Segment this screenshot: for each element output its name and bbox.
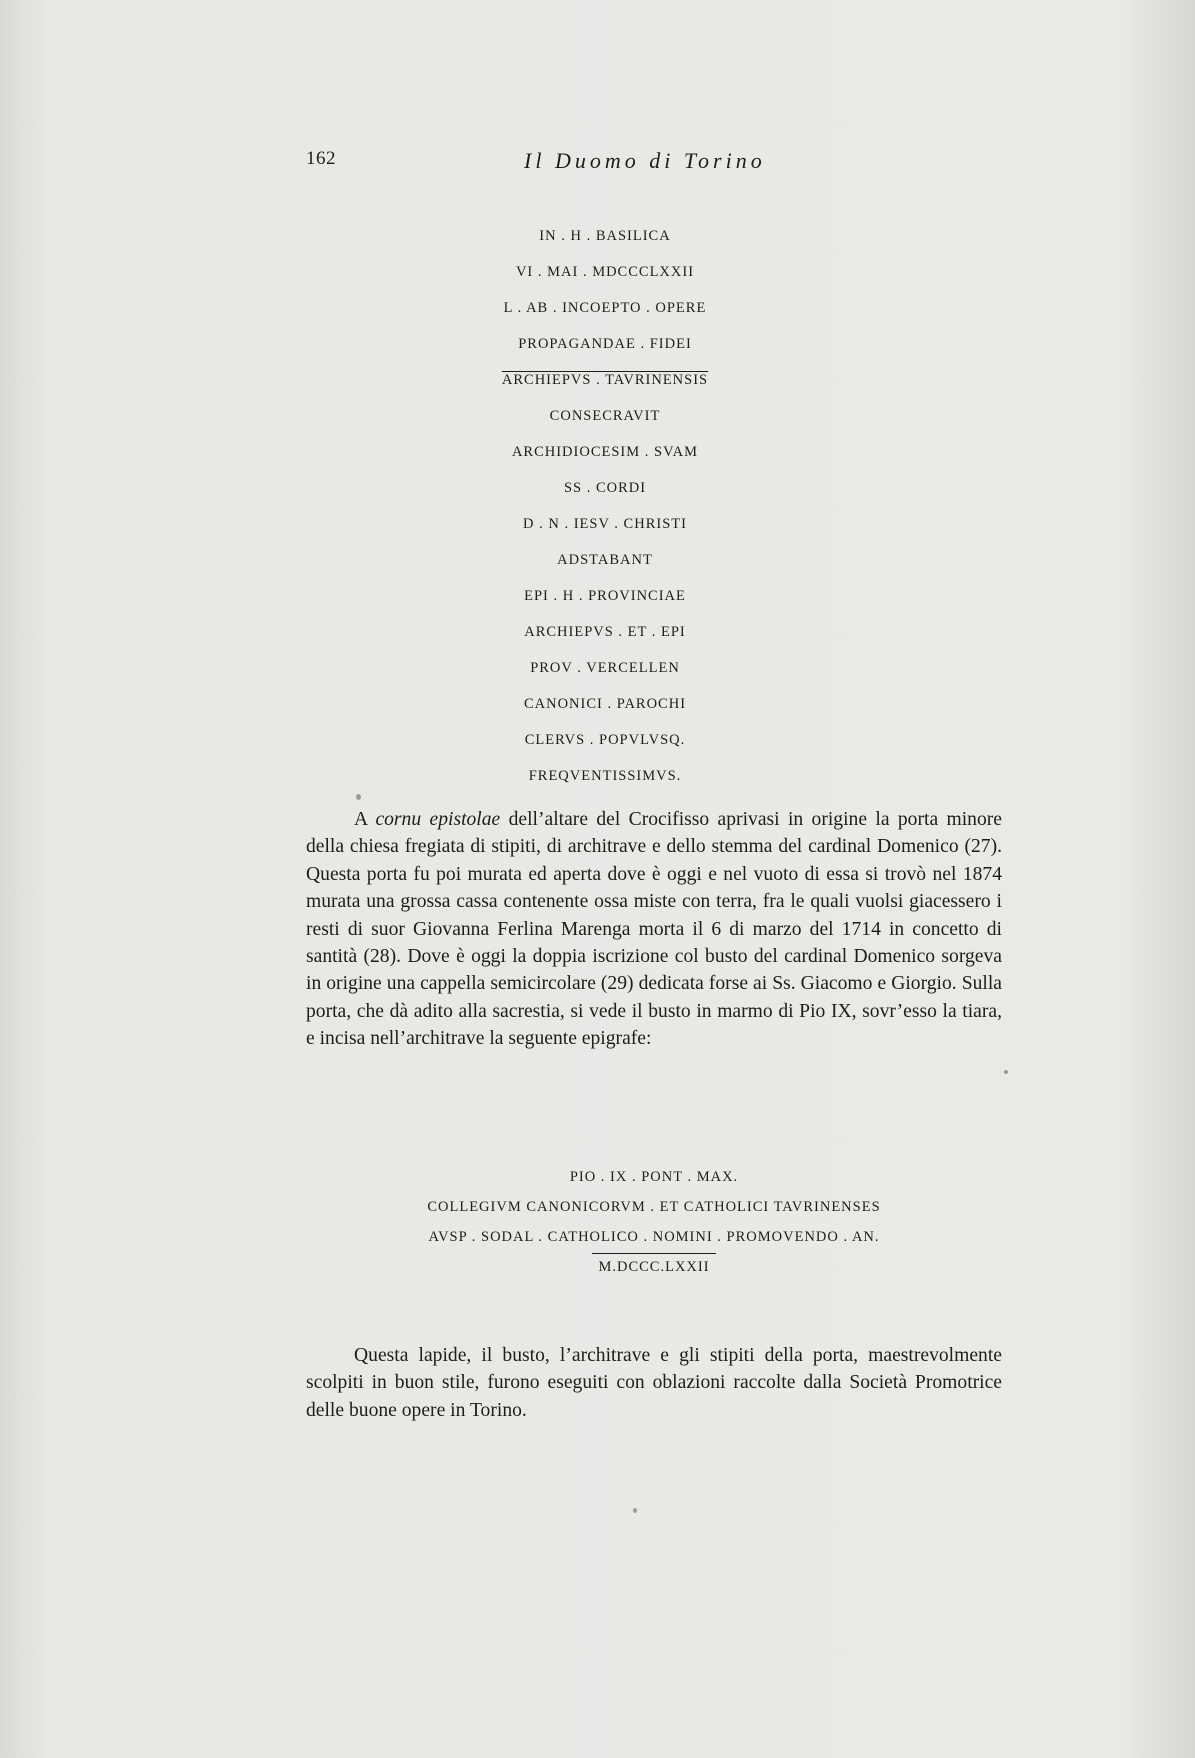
inscription-block	[405, 218, 805, 794]
page-number: 162	[306, 148, 336, 169]
epigraph-date-row	[306, 1252, 1002, 1282]
inscription-line: FREQVENTISSIMVS.	[528, 768, 682, 784]
inscription-line: D . N . IESV . CHRISTI	[523, 516, 687, 532]
inscription-line: ADSTABANT	[557, 552, 653, 568]
paper-speck	[633, 1508, 637, 1513]
inscription-line: PROV . VERCELLEN	[530, 660, 680, 676]
inscription-line: ARCHIEPVS . ET . EPI	[524, 624, 686, 640]
paragraph-cornu-epistolae	[306, 806, 1002, 1053]
inscription-line: L . AB . INCOEPTO . OPERE	[503, 300, 707, 316]
paragraph-text: dell’altare del Crocifisso aprivasi in origine la porta minore della chiesa fregiata di stipiti, di architrave e dello stemma del cardinal Domenico (27). Questa porta fu poi murata ed aperta dove è oggi e nel vuoto di essa si trovò nel 1874 murata una grossa cassa contenente ossa miste con terra, fra le quali vuolsi giacessero i resti di suor Giovanna Ferlina Marenga morta il 6 di marzo del 1714 in concetto di santità (28). Dove è oggi la doppia iscrizione col busto del cardinal Domenico sorgeva in origine una cappella semicircolare (29) dedicata forse ai Ss. Giacomo e Giorgio. Sulla porta, che dà adito alla sacrestia, si vede il busto in marmo di Pio IX, sovr’esso la tiara, e incisa nell’architrave la seguente epigrafe:	[306, 809, 1002, 1050]
inscription-line: ARCHIDIOCESIM . SVAM	[511, 444, 699, 460]
paragraph-lapide: Questa lapide, il busto, l’architrave e gli stipiti della porta, maestrevolmente scolpiti in buon stile, furono eseguiti con oblazioni raccolte dalla Società Promotrice delle buone opere in Torino.	[306, 1345, 1002, 1421]
epigraph-line: COLLEGIVM CANONICORVM . ET CATHOLICI TAVRINENSES	[427, 1199, 881, 1215]
inscription-line: VI . MAI . MDCCCLXXII	[515, 264, 695, 280]
inscription-line: ARCHIEPVS . TAVRINENSIS	[501, 372, 709, 388]
inscription-line: IN . H . BASILICA	[539, 228, 671, 244]
running-title: Il Duomo di Torino	[524, 148, 766, 173]
epigraph-line: PIO . IX . PONT . MAX.	[569, 1169, 739, 1185]
inscription-line: CANONICI . PAROCHI	[523, 696, 687, 712]
epigraph-line: AVSP . SODAL . CATHOLICO . NOMINI . PROMOVENDO . AN.	[428, 1229, 880, 1245]
epigraph-date: M.DCCC.LXXII	[592, 1253, 715, 1278]
epigraph-block	[306, 1162, 1002, 1282]
paper-speck	[1004, 1070, 1008, 1074]
inscription-line: SS . CORDI	[563, 480, 647, 496]
inscription-line: EPI . H . PROVINCIAE	[524, 588, 686, 604]
paper-speck	[356, 794, 361, 800]
italic-phrase: cornu epistolae	[375, 809, 501, 830]
page-header	[306, 148, 1006, 178]
inscription-line: CONSECRAVIT	[549, 408, 661, 424]
inscription-line: CLERVS . POPVLVSQ.	[524, 732, 686, 748]
paragraph-lead: A	[354, 809, 376, 830]
inscription-line: PROPAGANDAE . FIDEI	[518, 336, 692, 352]
